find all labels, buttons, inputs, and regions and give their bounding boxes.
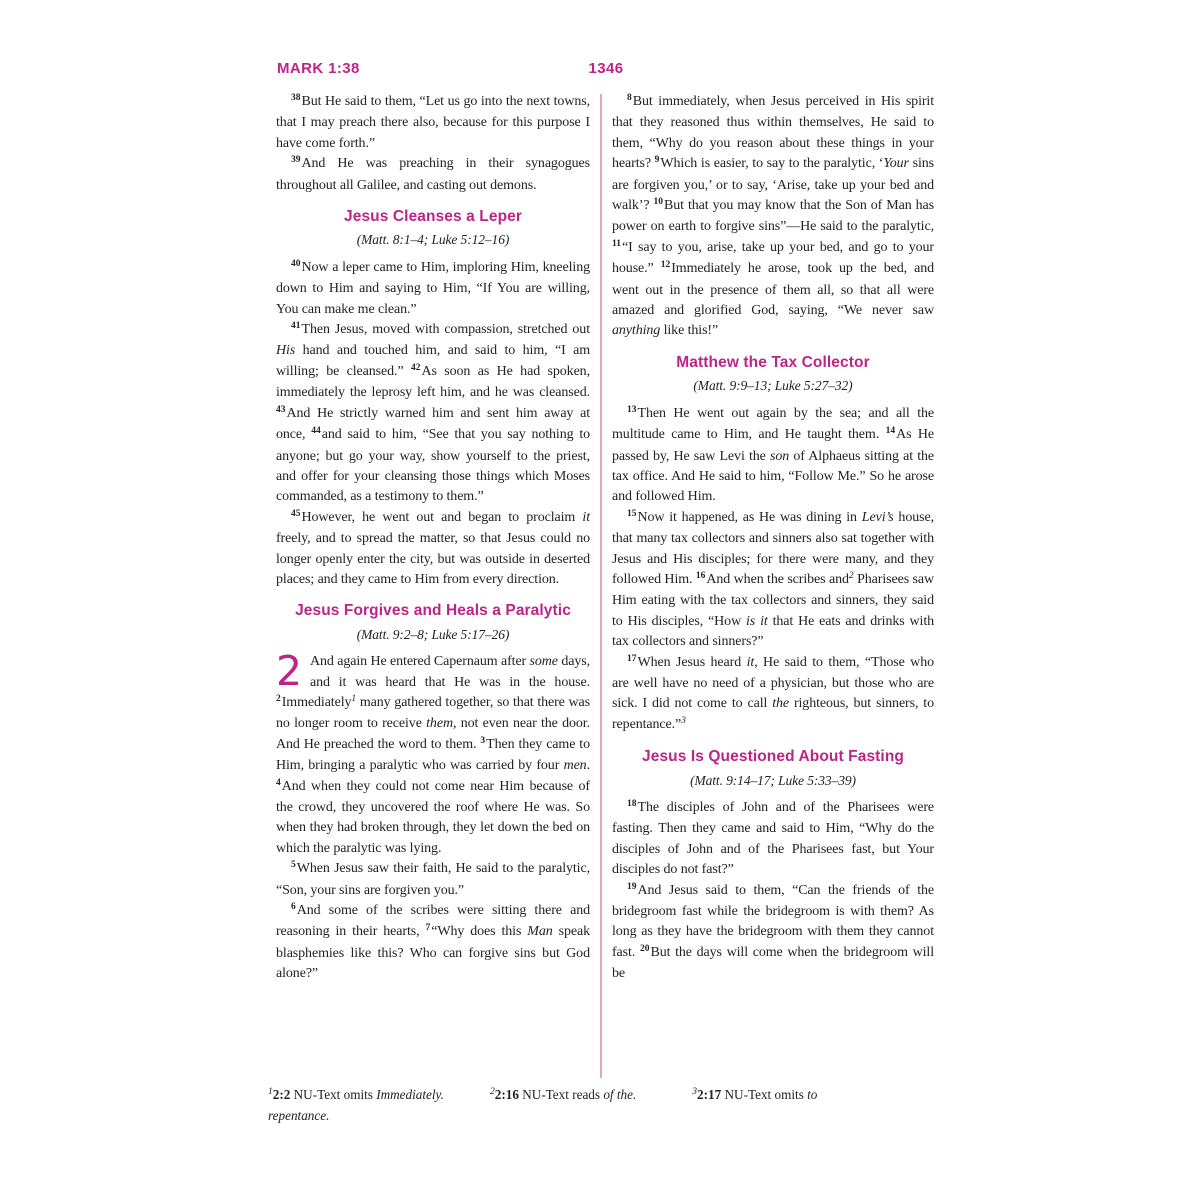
column-right: [612, 92, 934, 1078]
italic-text: Man: [527, 924, 553, 940]
verse-paragraph: $^5$When Jesus saw their faith, He said to the paralytic, “Son, your sins are forgiven you.”: [276, 860, 590, 898]
verse-number: 5: [291, 860, 296, 871]
verse-number: 10: [653, 197, 664, 208]
footnote-marker-num: 3: [692, 1087, 698, 1097]
section-heading: Jesus Is Questioned About Fasting: [642, 748, 904, 766]
verse-number: 14: [885, 426, 896, 437]
parallel-reference: (Matt. 9:9–13; Luke 5:27–32): [693, 378, 853, 394]
footnote-marker: 2: [848, 570, 854, 581]
verse-paragraph: $^{45}$However, he went out and began to proclaim it freely, and to spread the matter, so that Jesus could no longer openly enter the city, but was outside in deserted places; and they came to Him from every direction.: [276, 508, 590, 587]
footnote-italic: of the.: [603, 1087, 637, 1102]
footnote-marker: [268, 1087, 273, 1097]
verse-paragraph: $^{40}$Now a leper came to Him, imploring Him, kneeling down to Him and saying to Him, “If You are willing, You can make me clean.”: [276, 258, 590, 317]
footnote: $^1$2:2 NU-Text omits Immediately.: [268, 1087, 444, 1102]
italic-text: them: [426, 716, 453, 732]
page-number: 1346: [588, 60, 624, 77]
italic-text: men: [563, 758, 587, 774]
verse-number: 4: [276, 777, 281, 788]
verse-paragraph: $^8$But immediately, when Jesus perceived in His spirit that they reasoned thus within themselves, He said to them, “Why do you reason about these things in your hearts? $^9$Which is easier, to say to the paralytic, ‘Your sins are forgiven you,’ or to say, ‘Arise, take up your bed and walk’? $^{10}$But that you may know that the Son of Man has power on earth to forgive sins”—He said to the paralytic, $^{11}$“I say to you, arise, take up your bed, and go to your house.” $^{12}$Immediately he arose, took up the bed, and went out in the presence of them all, so that all were amazed and glorified God, saying, “We never saw anything like this!”: [612, 93, 935, 339]
footnote-marker-num: 1: [268, 1087, 273, 1097]
footnote-ref: 2:17: [697, 1087, 722, 1102]
verse-number: 43: [276, 404, 286, 415]
verse-number: 18: [627, 799, 637, 809]
footnote-carry: repentance.: [268, 1107, 330, 1123]
italic-text: Levi’s: [861, 509, 894, 525]
footnote: $^2$2:16 NU-Text reads of the.: [489, 1087, 637, 1102]
verse-number: 3: [480, 735, 486, 746]
verse-number: 45: [291, 508, 301, 519]
column-left: [276, 92, 590, 1078]
verse-number: 41: [291, 321, 301, 332]
verse-number: 44: [311, 426, 321, 437]
section-heading: Matthew the Tax Collector: [676, 353, 870, 371]
verse-number: 42: [410, 362, 421, 373]
footnote-marker: [692, 1087, 697, 1097]
verse-number: 7: [425, 923, 431, 934]
italic-text: the: [772, 696, 790, 712]
verse-paragraph: $^{18}$The disciples of John and of the Pharisees were fasting. Then they came and said to Him, “Why do the disciples of John and of the Pharisees fast, but Your disciples do not fast?”: [612, 799, 934, 878]
verse-paragraph: $^{13}$Then He went out again by the sea; and all the multitude came to Him, and He taught them. $^{14}$As He passed by, He saw Levi the son of Alphaeus sitting at the tax office. And He said to him, “Follow Me.” So he arose and followed Him.: [612, 404, 935, 505]
verse-number: 40: [291, 258, 301, 269]
verse-paragraph: $^6$And some of the scribes were sitting there and reasoning in their hearts, $^7$“Why does this Man speak blasphemies like this? Who can forgive sins but God alone?”: [276, 902, 590, 982]
footnote: $^3$2:17 NU-Text omits to: [692, 1087, 818, 1102]
chapter-number: 2: [276, 647, 302, 696]
text-block: [276, 92, 936, 1078]
footnote-marker: 3: [681, 715, 686, 726]
italic-text: some: [529, 654, 558, 670]
verse-number: 19: [627, 881, 637, 892]
running-head: MARK 1:38: [277, 60, 360, 77]
footnote-ref: 2:2: [272, 1087, 291, 1102]
verse-number: 15: [627, 508, 637, 519]
verse-paragraph: $^{15}$Now it happened, as He was dining in Levi’s house, that many tax collectors and sinners also sat together with Jesus and His disciples; for there were many, and they followed Him. $^{16}$And when the scribes and$^2$ Pharisees saw Him eating with the tax collectors and sinners, they said to His disciples, “How is it that He eats and drinks with tax collectors and sinners?”: [612, 508, 935, 650]
column-divider: [600, 94, 602, 1078]
italic-text: Your: [883, 156, 909, 172]
verse-number: 16: [695, 570, 706, 581]
italic-text: anything: [612, 323, 661, 339]
verse-number: 2: [276, 693, 281, 704]
footnote-italic: Immediately.: [376, 1087, 444, 1102]
parallel-reference: (Matt. 9:2–8; Luke 5:17–26): [356, 626, 510, 642]
verse-number: 13: [627, 404, 637, 415]
footnotes: [268, 1086, 900, 1125]
verse-paragraph: $^{17}$When Jesus heard it, He said to them, “Those who are well have no need of a physician, but those who are sick. I did not come to call the righteous, but sinners, to repentance.”$^3$: [612, 653, 934, 732]
italic-text: His: [276, 343, 296, 359]
italic-text: it: [746, 654, 755, 670]
section-heading: Jesus Forgives and Heals a Paralytic: [295, 602, 571, 620]
section-heading: Jesus Cleanses a Leper: [344, 208, 522, 226]
verse-number: 17: [627, 653, 637, 664]
footnote-marker-num: 2: [489, 1087, 495, 1097]
verse-number: 39: [291, 155, 301, 166]
verse-number: 12: [660, 260, 671, 271]
verse-number: 20: [639, 943, 650, 954]
italic-text: is it: [746, 613, 768, 629]
parallel-reference: (Matt. 8:1–4; Luke 5:12–16): [356, 232, 510, 248]
verse-number: 8: [627, 93, 632, 103]
italic-text: son: [769, 448, 790, 464]
footnote-italic: to: [807, 1087, 818, 1102]
verse-number: 11: [612, 238, 621, 249]
verse-paragraph: $^{39}$And He was preaching in their synagogues throughout all Galilee, and casting out demons.: [276, 155, 590, 193]
italic-text: it: [582, 509, 590, 525]
verse-paragraph: $^{41}$Then Jesus, moved with compassion, stretched out His hand and touched him, and said to him, “I am willing; be cleansed.” $^{42}$As soon as He had spoken, immediately the leprosy left him, and he was cleansed. $^{43}$And He strictly warned him and sent him away at once, $^{44}$and said to him, “See that you say nothing to anyone; but go your way, show yourself to the priest, and offer for your cleansing those things which Moses commanded, as a testimony to them.”: [276, 321, 591, 505]
footnote-ref: 2:16: [494, 1087, 519, 1102]
footnote-marker: [490, 1087, 495, 1097]
verse-paragraph: 2 And again He entered Capernaum after some days, and it was heard that He was in the house. $^2$Immediately$^1$ many gathered together, so that there was no longer room to receive them, not even near the door. And He preached the word to them. $^3$Then they came to Him, bringing a paralytic who was carried by four men. $^4$And when they could not come near Him because of the crowd, they uncovered the roof where He was. So when they had broken through, they let down the bed on which the paralytic was lying.: [276, 647, 591, 856]
verse-number: 38: [291, 93, 301, 103]
parallel-reference: (Matt. 9:14–17; Luke 5:33–39): [690, 772, 856, 788]
verse-paragraph: $^{19}$And Jesus said to them, “Can the friends of the bridegroom fast while the bridegroom is with them? As long as they have the bridegroom with them they cannot fast. $^{20}$But the days will come when the bridegroom will be: [612, 881, 934, 982]
footnote-line: [268, 1086, 900, 1107]
verse-paragraph: $^{38}$But He said to them, “Let us go into the next towns, that I may preach there also, because for this purpose I have come forth.”: [276, 93, 590, 151]
verse-number: 9: [654, 155, 660, 166]
verse-number: 6: [291, 902, 296, 913]
footnote-marker: 1: [351, 693, 357, 704]
